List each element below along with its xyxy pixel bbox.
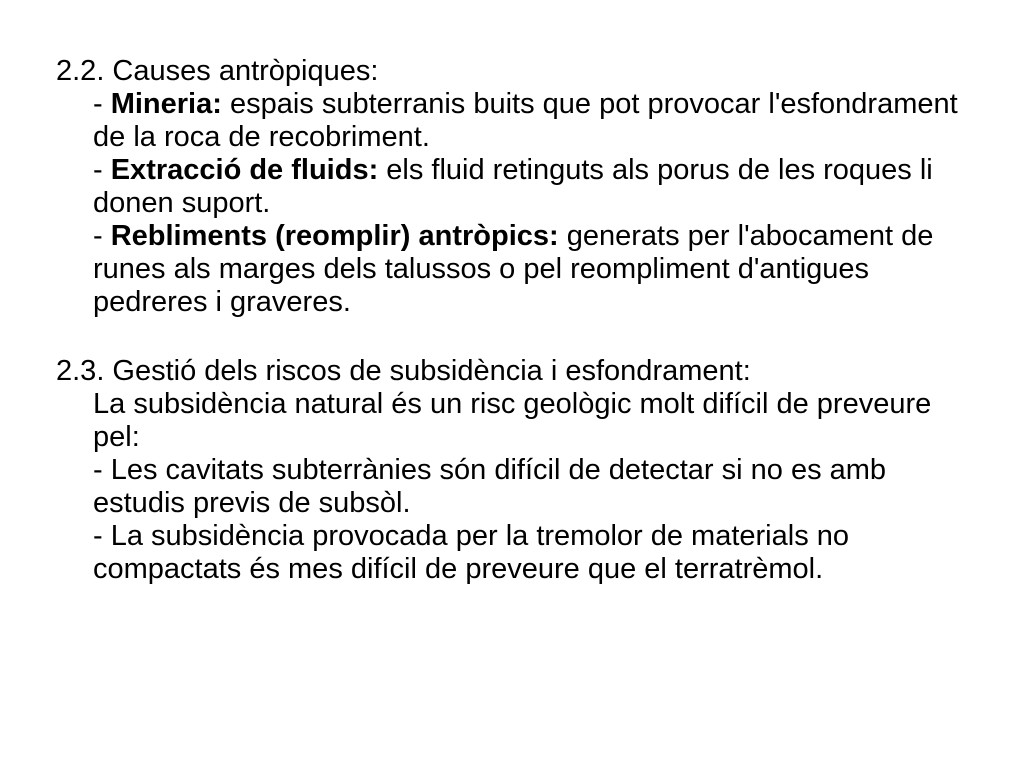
section-causes-antropiques [56,55,1024,319]
item-prefix: - [93,220,111,252]
item-term: Mineria: [110,88,222,120]
item-description: els fluid retinguts als porus de les roques li donen suport. [93,154,933,219]
item-prefix: - [93,154,111,186]
list-item-subsidencia-tremolor: - La subsidència provocada per la tremolor de materials no compactats és mes difícil de preveure que el terratrèmol. [93,520,850,585]
section-gestio-riscos [56,355,1024,586]
section-heading: 2.3. Gestió dels riscos de subsidència i esfondrament: [56,355,751,387]
item-prefix: - [93,88,111,120]
section-intro: La subsidència natural és un risc geològic molt difícil de preveure pel: [93,388,932,453]
section-heading: 2.2. Causes antròpiques: [56,55,379,87]
item-description: generats per l'abocament de runes als marges dels talussos o pel reompliment d'antigues pedreres i graveres. [93,220,934,318]
item-term: Rebliments (reomplir) antròpics: [110,220,559,252]
list-item-rebliments [56,220,973,319]
list-item-extraccio-fluids [56,154,973,220]
item-term: Extracció de fluids: [110,154,379,186]
list-item-cavitats: - Les cavitats subterrànies són difícil de detectar si no es amb estudis previs de subsòl. [93,454,887,519]
item-description: espais subterranis buits que pot provocar l'esfondrament de la roca de recobriment. [93,88,958,153]
list-item-mineria [56,88,973,154]
